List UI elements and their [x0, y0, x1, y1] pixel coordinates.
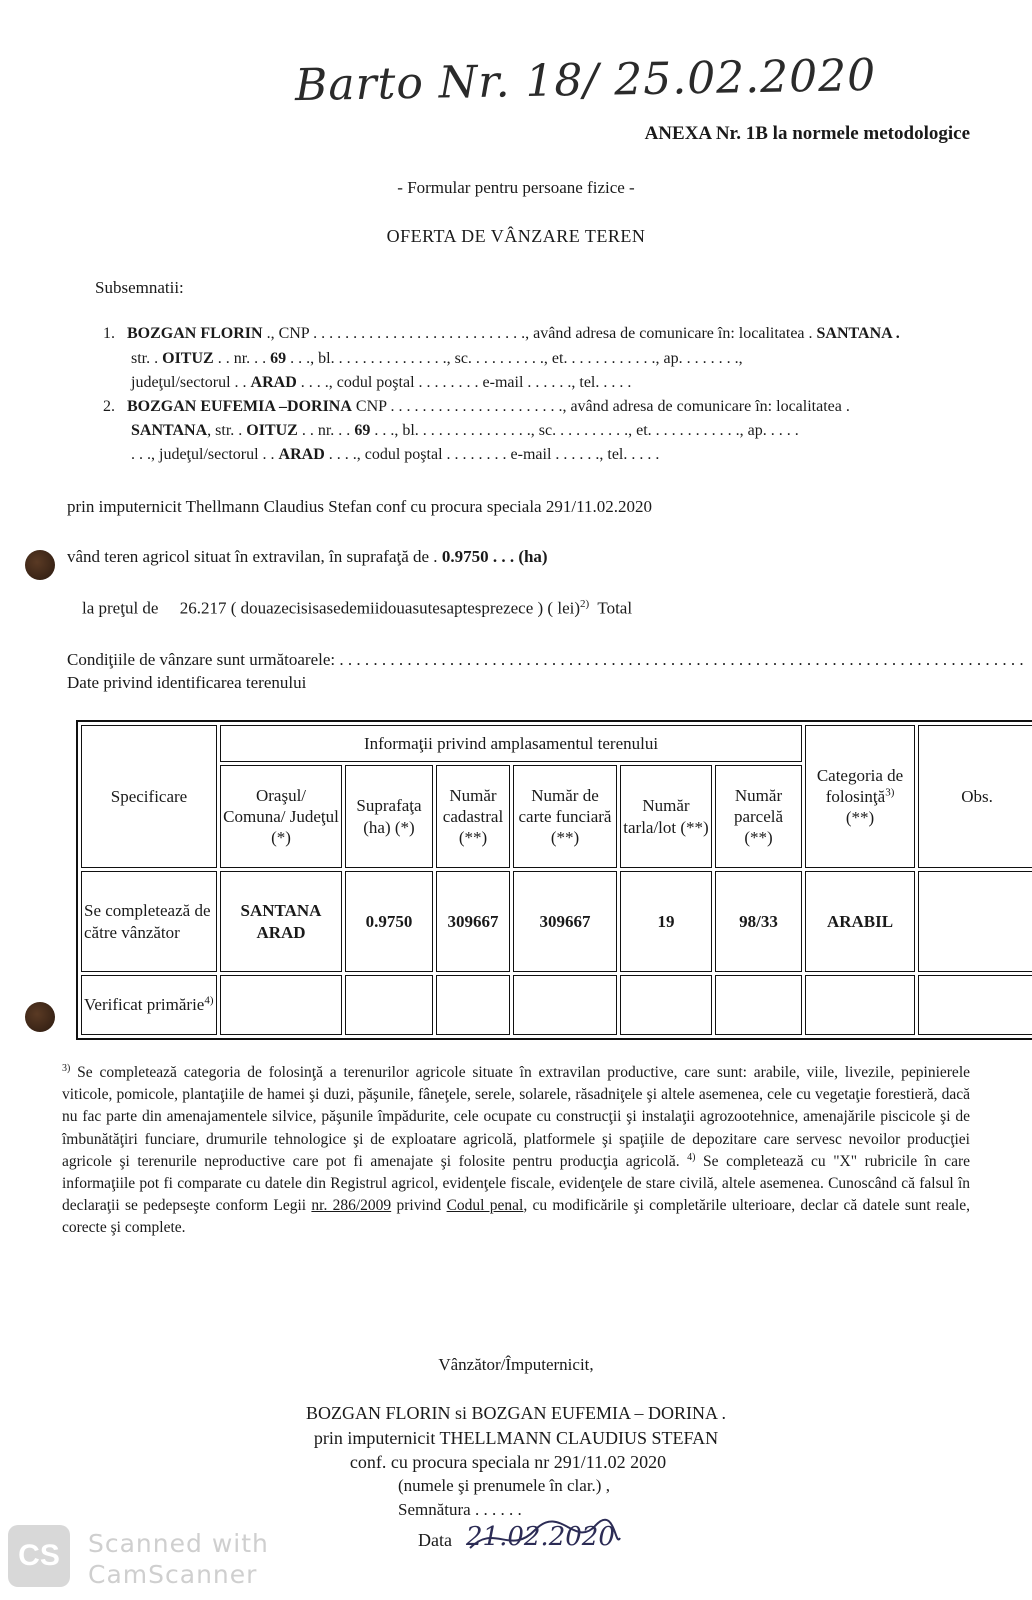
signature-role: Vânzător/Împuternicit, — [438, 1355, 594, 1374]
header-specificare: Specificare — [81, 725, 217, 868]
person-2-street: OITUZ — [246, 422, 298, 439]
signature-proxy: prin imputernicit THELLMANN CLAUDIUS STEFAN — [313, 1428, 719, 1448]
person-1-line-3 — [131, 374, 631, 392]
person-1-line-1 — [103, 325, 900, 343]
person-2-nr-label: . . nr. . . — [301, 422, 351, 439]
header-location-group: Informaţii privind amplasamentul terenului — [220, 725, 802, 762]
cell-usage-category: ARABIL — [805, 871, 915, 972]
cell-cadastral: 309667 — [436, 871, 510, 972]
signature-scribble — [465, 1518, 625, 1558]
sale-area: 0.9750 — [441, 547, 489, 566]
undersigned-label: Subsemnatii: — [95, 278, 184, 297]
land-identification-heading: Date privind identificarea terenului — [67, 673, 307, 692]
cell-verified-obs — [918, 975, 1032, 1035]
cell-verified-usage — [805, 975, 915, 1035]
person-1-city: SANTANA . — [816, 325, 900, 342]
cell-obs — [918, 871, 1032, 972]
table-row-verified — [81, 975, 1032, 1035]
table-row-seller — [81, 871, 1032, 972]
proxy-statement: prin imputernicit Thellmann Claudius Stefan conf cu procura speciala 291/11.02.2020 — [67, 497, 652, 516]
document-title: OFERTA DE VÂNZARE TEREN — [386, 226, 646, 246]
handwritten-registration-note: Barto Nr. 18/ 25.02.2020 — [294, 49, 877, 112]
footnote-closing: , cu modificările şi completările ulterioare, declar că datele sunt reale, corecte şi complete. — [62, 1197, 970, 1237]
form-subtitle: - Formular pentru persoane fizice - — [397, 178, 635, 197]
price-footnote-ref: 2) — [580, 598, 590, 610]
header-tarla: Număr tarla/lot (**) — [620, 765, 712, 868]
person-2-street-number: 69 — [354, 422, 371, 439]
header-area: Suprafaţa (ha) (*) — [345, 765, 433, 868]
law-reference-link: nr. 286/2009 — [311, 1197, 392, 1215]
verified-label-text: Verificat primărie — [84, 995, 205, 1015]
price-value: 26.217 ( douazecisisasedemiidouasutesaptesprezece ) ( lei) — [179, 598, 580, 618]
cell-verified-land-book — [513, 975, 617, 1035]
footnotes — [62, 1062, 970, 1240]
footnote-4-marker: 4) — [687, 1151, 696, 1163]
sale-statement-text: vând teren agricol situat în extravilan, în suprafaţă de . — [67, 547, 438, 566]
cell-area: 0.9750 — [345, 871, 433, 972]
cell-verified-city — [220, 975, 342, 1035]
annex-reference: ANEXA Nr. 1B la normele metodologice — [644, 123, 970, 144]
footnote-connector: privind — [396, 1197, 442, 1215]
row-verified-label — [81, 975, 217, 1035]
watermark-line-2: CamScanner — [88, 1560, 258, 1589]
cell-verified-tarla — [620, 975, 712, 1035]
person-2-name: BOZGAN EUFEMIA –DORINA — [127, 398, 352, 415]
header-usage-category — [805, 725, 915, 868]
signature-procura: conf. cu procura speciala nr 291/11.02 2020 — [349, 1452, 667, 1472]
price-statement — [82, 598, 632, 619]
cell-city: SANTANA ARAD — [220, 871, 342, 972]
person-1-line-2 — [131, 350, 743, 368]
footnote-4-text: Se completează cu "X" rubricile în care informaţiile pot fi comparate cu datele din Registrul agricol, evidenţele fiscale, evidenţele de stare civilă, altele asemenea. Cunoscând că falsul în declaraţii se pedepseşte conform Legii — [62, 1152, 971, 1215]
cell-tarla: 19 — [620, 871, 712, 972]
usage-category-footnote-ref: 3) — [885, 786, 895, 799]
row-seller-label: Se completează de către vânzător — [81, 871, 217, 972]
person-1-street: OITUZ — [162, 350, 214, 367]
sale-conditions: Condiţiile de vânzare sunt următoarele: . . . . . . . . . . . . . . . . . . . . . . . . . . . . . . . . . . . . . . . . . . . . . . . . . . . . . . . . . . . . . . . . . . . . . . . . . . . . . . . . . — [67, 650, 1024, 669]
person-2-address-rest: . . ., bl. . . . . . . . . . . . . . ., sc. . . . . . . . . ., et. . . . . . . . . . . ., ap. . . . . — [374, 422, 799, 439]
cell-verified-cadastral — [436, 975, 510, 1035]
sale-statement — [67, 547, 548, 567]
signature-names: BOZGAN FLORIN si BOZGAN EUFEMIA – DORINA . — [305, 1403, 726, 1423]
cell-land-book: 309667 — [513, 871, 617, 972]
person-2-line-3 — [131, 446, 659, 464]
person-1-street-label: str. . — [131, 350, 159, 367]
person-2-county-label: . . ., judeţul/sectorul . . — [131, 446, 275, 463]
penal-code-link: Codul penal — [446, 1197, 524, 1215]
person-1-county-label: judeţul/sectorul . . — [131, 374, 247, 391]
person-1-county: ARAD — [250, 374, 297, 391]
person-1-address-intro: ., CNP . . . . . . . . . . . . . . . . . . . . . . . . . . ., având adresa de comunicare în: localitatea . — [266, 325, 813, 342]
person-2-city: SANTANA — [131, 422, 208, 439]
verified-footnote-ref: 4) — [204, 994, 214, 1007]
person-2-address-intro: CNP . . . . . . . . . . . . . . . . . . . . . ., având adresa de comunicare în: localitatea . — [355, 398, 850, 415]
footnote-3-text: Se completează categoria de folosinţă a terenurilor agricole situate în extravilan productive, care sunt: arabile, viile, livezile, pepinierele viticole, pomicole, plantaţiile de hamei şi duzi, păşunile, fâneţele, serele, solarele, răsadniţele şi altele asemenea, cele cu vegetaţie forestieră, dacă nu fac parte din amenajamentele silvice, păşunile împădurite, cele ocupate cu construcţii şi instalaţii agrozootehnice, amenajările piscicole şi de îmbunătăţiri funciare, drumurile tehnologice şi de exploatare agricolă, platformele şi spaţiile de depozitare care servesc nevoilor producţiei agricole şi terenurile neproductive care pot fi amenajate şi folosite pentru producţia agricolă. — [62, 1064, 971, 1170]
header-parcel: Număr parcelă (**) — [715, 765, 802, 868]
cell-verified-parcel — [715, 975, 802, 1035]
header-city: Oraşul/ Comuna/ Judeţul (*) — [220, 765, 342, 868]
cell-verified-area — [345, 975, 433, 1035]
person-2-number: 2. — [103, 398, 115, 415]
cell-parcel: 98/33 — [715, 871, 802, 972]
person-2-county: ARAD — [278, 446, 325, 463]
person-2-line-1 — [103, 398, 850, 416]
person-1-name: BOZGAN FLORIN — [127, 325, 263, 342]
header-cadastral: Număr cadastral (**) — [436, 765, 510, 868]
header-obs: Obs. — [918, 725, 1032, 868]
watermark-line-1: Scanned with — [88, 1529, 269, 1558]
camscanner-watermark — [88, 1528, 269, 1590]
camscanner-logo: CS — [8, 1525, 70, 1587]
signature-note: (numele şi prenumele în clar.) , — [398, 1476, 610, 1495]
person-1-contact-rest: . . . ., codul poştal . . . . . . . . e-mail . . . . . ., tel. . . . . — [300, 374, 632, 391]
signature-line: Semnătura . . . . . . — [398, 1500, 522, 1519]
date-label: Data — [418, 1530, 452, 1550]
punch-hole-top — [25, 550, 55, 580]
punch-hole-bottom — [25, 1002, 55, 1032]
price-label: la preţul de — [82, 598, 159, 618]
person-1-number: 1. — [103, 325, 115, 342]
person-2-contact-rest: . . . ., codul poştal . . . . . . . . e-mail . . . . . ., tel. . . . . — [328, 446, 660, 463]
person-2-line-2 — [131, 422, 799, 440]
sale-area-unit: . . . (ha) — [492, 547, 548, 566]
person-2-street-label: , str. . — [207, 422, 243, 439]
person-1-nr-label: . . nr. . . — [217, 350, 267, 367]
header-land-book: Număr de carte funciară (**) — [513, 765, 617, 868]
footnote-3-marker: 3) — [62, 1063, 71, 1074]
person-1-address-rest: . . ., bl. . . . . . . . . . . . . . ., sc. . . . . . . . . ., et. . . . . . . . . . . ., ap. . . . . . . ., — [290, 350, 743, 367]
person-1-street-number: 69 — [270, 350, 287, 367]
handwritten-date: 21.02.2020 — [466, 1522, 615, 1552]
usage-category-label: Categoria de folosinţă — [816, 765, 904, 806]
usage-category-marker: (**) — [845, 808, 875, 828]
price-total-label: Total — [597, 598, 633, 618]
land-data-table — [76, 720, 1032, 1040]
